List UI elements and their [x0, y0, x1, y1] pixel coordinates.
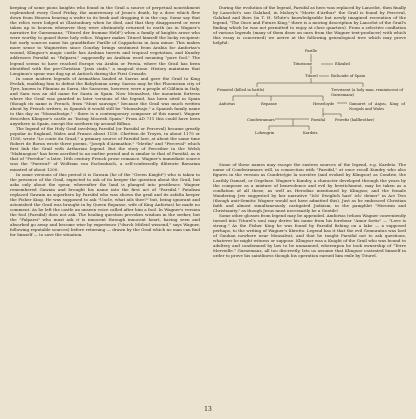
paragraph: During the evolution of the legend, Parsifal as hero was replaced by Lancelot, then finally by Lancelot's son Galahad, in Malory's "Morte d'Arthur" the Grail is found by Perceval, Galahad and Bors (in T. H. White's knowledgeable but newly imagined recreation of the legend, "The Once and Future King," there is a moving description by Lancelot of the Grail's finding which he was not permitted to enjoy at close quarters). From a selective conflation of various legends (many of them draw on ones from the Wagner text-producer) with which this essay is concerned) we arrive at the following genealogical tree which may prove helpful:: [213, 5, 406, 46]
tree-node-condwiramurs: Condwiramurs: [247, 118, 275, 123]
tree-node-elizabel: Elizabel: [335, 62, 350, 67]
tree-node-lohengrin: Lohengrin: [255, 131, 275, 136]
tree-node-trevrizent: Trevrizent (a holy man, reminiscent of Gurnemanz): [331, 88, 403, 97]
paragraph: Some other glosses from legend may be appended. Amfortas (whom Wagner conveniently turned into Titurel's son) may derive his name from his forebear "Amor fortis" — "Love is strong." As the Fisher King he was found by Parsifal fishing on a lake — a supposed perhaps, to the writing of Wagner's libretto. Legend has it that the evil Gemuratus was lord of Gauhan nowhere near Monsalvat, and that he taught Parsifal not to ask questions, whatever he might witness or suppose. Klingsor was a Knight of the Grail who was bound to adultery and condemned by law to be unmanned, whereupon he took ownership of "Terre Merveille." Gurnemanz, all too discreetly, lets us assume that Klingsor castrated himself in order to prove his saintliness though his operation earned him exile by Titurel.: [213, 212, 406, 259]
paragraph: In some modern legends of Arimathea landed at Sarras and gave the Grail to King Evelak, enabling him to defeat the Babylonian army. Sarras may be the Phoenician city of Tyre, known to Plinnius as Sarra, the Saracens, however, were a people of Cililinia in Italy, and Sara was an old name for Santa in Spain. Now Monsalvat, the mountain fortress where the Grail was guarded in later versions of the legend, has been sited in Spain (though its name is French, from "Mont sauvage," because the Grail was much written about by French writers, in Spanish it would still be "Monsalvaje," a Spanish family name to this day as "Monsalvatge," - there is a contemporary composer of this name). Wagner describes Klingsor's castle as "facing Moorish Spain." From AD 711 this could have been anywhere in Spain, except the northern tip around Bilbao.: [10, 75, 200, 127]
tree-node-feirefiz: Feirefiz (halfbrother): [335, 118, 375, 123]
page-number: 13: [204, 406, 212, 413]
tree-node-frimutel: Frimutel (killed in battle): [217, 88, 265, 93]
paragraph: The legend of the Holy Grail involving Parsifal (or Parsifal or Perceval) became greatly popular in England, Wales and France about 1150. Chrétien de Troyes, in about 1175 or 1180, wrote "Le conte du Graal," a primary source of Parsifal lore, at about the same time Robert de Boron wrote three poems, "Joseph d'Arimathie," "Merlin" and "Perceval" which first link the Grail with Arthurian legend. But the story of Perceiber in the Welsh "Mabinogion" has been ascribed to an earlier period and is similar to that of Parsifal, as is that of "Peredur" a later, 16th century French prose romance. Wagner's immediate source was the "Parzival" of Wolfram von Eschenbach, a self-confessedly illiterate Bavarian minstrel of about 1200.: [10, 126, 200, 172]
tree-node-anfortas: Anfortas: [219, 102, 235, 107]
tree-node-herzeloyde: Herzeloyde: [313, 102, 335, 107]
tree-node-gamuret: Gamuret of Anjou, King of Norgals and Wales: [349, 102, 405, 111]
tree-node-kardeiz: Kardeiz: [303, 131, 318, 136]
paragraph: Some of these names may escape the eastern sources of the legend, e.g. Kardeiz. The name of Condwiramurs will, in connection with "Parsifal," at once recall Kundry who also figures in the version as Cundrie(gie la sorcière (and evoked by Klingsor) as Condrie, the Loathly Damsel, or Orgeluse. Wagner's Kundry, a character developed through the years by the composer as a mixture of benevolence and evil by bewitchment, may be taken as a conflation of all these, as well as Herodias mentioned by Klingsor, and the female Wandering Jew suggested by her narrative "Ich! Ewiglich hast' ich' deiner" in Act Two (though anti-Semitic Wagner would not have admitted this). Just as he embraced Christian faith and almost simultaneously castigated Judaism, in the pamphlet "Heroism and Christianity," as though Jesus must necessarily be a Gentile!: [213, 162, 406, 213]
paragraph: In some versions of this period it is Gawain (he of the "Green Knight") who is taken to the presence of the Grail, expected to ask of its keeper the question about the Grail, but asks only about the spear, whereafter the land is plunged into pestilence. Wagner remembered Gawain and brought his name into the first act of "Parsifal." Fatalism replaced Gawain as superhero by Parsifal who was shown the grail and its asfalta keeper the Fisher King. He was supposed to ask "Uncle, what ails thee?" but, being ignorant and astonished the Grail was brought in by Queen Repanse, wife of King Anfortas) he made no comment. As he left the castle an unseen voice called after him a fool. In Wagner's version the fool (Parsifal) does not ask. The healing question provokes wisdom in the seeker, but the "Falparsi" who must ask it is innocent through innocent heart, having seen and absorbed go away and become wise by experience ("durch Mitleid wissend," says Wagner, following reputable sources) before returning — drawn by the Grail which no man can find for himself — to save the situation.: [10, 171, 200, 238]
tree-node-titurel: Titurel: [305, 74, 318, 79]
tree-node-titurisone: Titurisone: [293, 62, 313, 67]
right-column: [213, 5, 406, 258]
left-column: [10, 5, 200, 237]
genealogical-tree: [213, 48, 406, 158]
tree-node-parille: Parille: [305, 49, 317, 54]
paragraph: keeping of some pious knights who found in the Grail a source of perpetual nourishment replenished every Good Friday, the anniversary of Jesus's death, by a dove which flew down from Heaven bearing a wafer in its beak and dropping it in the cup. Some say that the relics were lodged at Glastonbury when he died, and that they disappeared or were taken up to heaven whenever they were obstinately returned to earth (as in Wagner's narrative for Gurnemanz, "Titurel der fromme Held") when a family of knights arose who were worthy to guard these holy relics. Wagner makes Titurel himself the lucky recipient: but early sources name his grandfather Parille of Cappadocia in Asia minor. This makes more sense to Wagnerites since Gourlay brings sentiment from Arabia for Amfortas's wound, Klingsor's magic castle has Arabian turrets and tropical vegetation, and Kundry addresses Parsifal as "Falparsi," supposedly an Arabian word meaning "pure fool." The legend seems to have reached Europe via Arabia or Persia, where the Grail has been identified with the pre-Christian "Jasis cinfa," a magical stone. History maintains that Longinus's spear was dug up at Antioch during the First Crusade.: [10, 5, 200, 76]
tree-node-richoude: Richoude of Spain: [331, 74, 366, 79]
tree-node-repanse: Repanse: [261, 102, 277, 107]
tree-node-parsifal: Parsifal: [311, 118, 326, 123]
